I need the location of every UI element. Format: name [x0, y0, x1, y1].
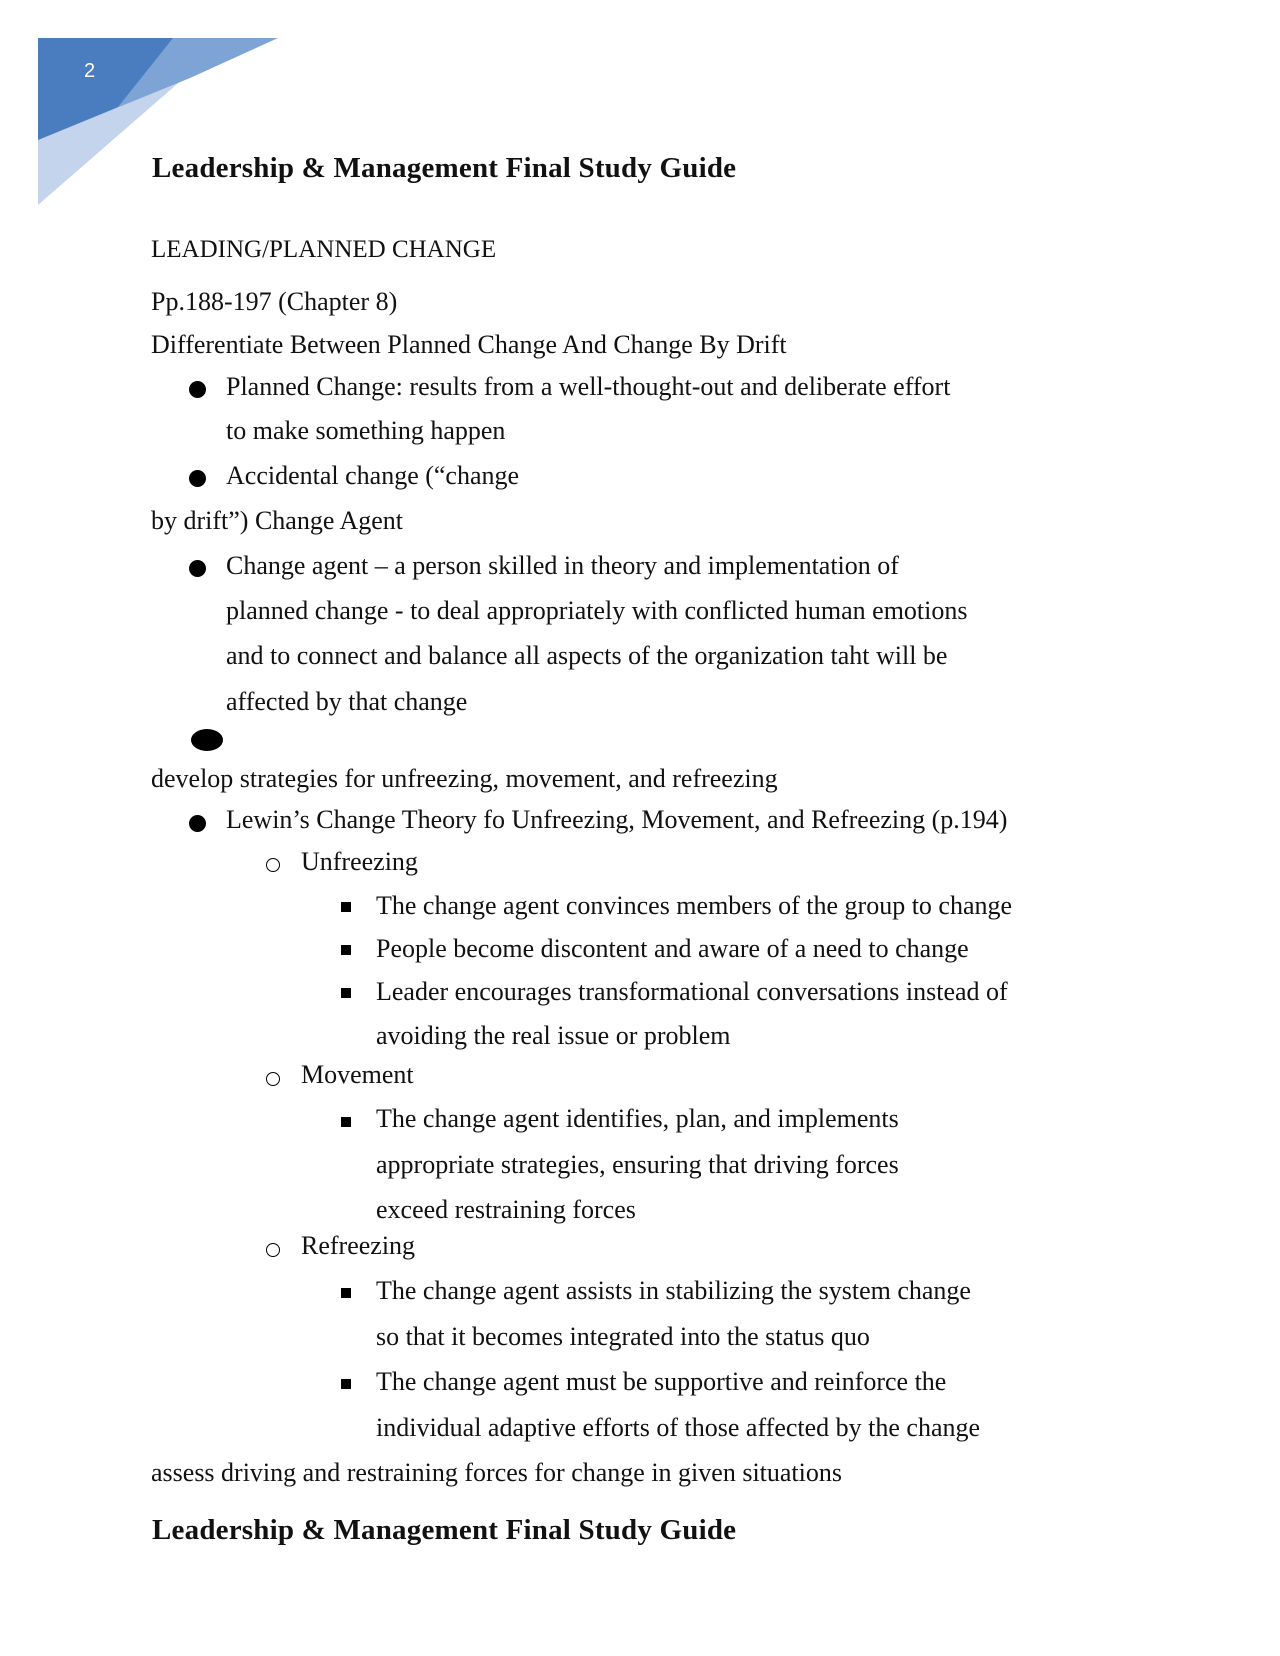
- change-agent-line-1: Change agent – a person skilled in theory and implementation of: [226, 551, 899, 580]
- strategies-line: develop strategies for unfreezing, movement, and refreezing: [151, 764, 778, 793]
- movement-item-1-line-1: The change agent identifies, plan, and implements: [376, 1104, 899, 1133]
- bullet-square: [341, 945, 351, 955]
- change-agent-line-3: and to connect and balance all aspects of the organization taht will be: [226, 641, 948, 670]
- unfreezing-item-2: People become discontent and aware of a need to change: [376, 934, 969, 963]
- bullet-disc: [189, 381, 206, 398]
- change-agent-line-4: affected by that change: [226, 687, 468, 716]
- lewin-theory-line: Lewin’s Change Theory fo Unfreezing, Movement, and Refreezing (p.194): [226, 805, 1008, 834]
- bullet-disc: [189, 470, 206, 487]
- planned-change-line-1: Planned Change: results from a well-thought-out and deliberate effort: [226, 372, 951, 401]
- bullet-circle: [266, 858, 280, 872]
- change-by-drift-line: by drift”) Change Agent: [151, 506, 403, 535]
- refreezing-item-2-line-1: The change agent must be supportive and reinforce the: [376, 1367, 947, 1396]
- bullet-disc: [189, 815, 206, 832]
- movement-item-1-line-3: exceed restraining forces: [376, 1195, 636, 1224]
- refreezing-label: Refreezing: [301, 1231, 416, 1260]
- bullet-square: [341, 1379, 351, 1389]
- page-number: 2: [84, 60, 96, 82]
- unfreezing-item-3-line-1: Leader encourages transformational conversations instead of: [376, 977, 1008, 1006]
- section-title: LEADING/PLANNED CHANGE: [151, 236, 497, 263]
- unfreezing-label: Unfreezing: [301, 847, 418, 876]
- bullet-circle: [266, 1243, 280, 1257]
- planned-change-line-2: to make something happen: [226, 416, 506, 445]
- refreezing-item-2-line-2: individual adaptive efforts of those affected by the change: [376, 1413, 981, 1442]
- movement-item-1-line-2: appropriate strategies, ensuring that driving forces: [376, 1150, 899, 1179]
- bullet-circle: [266, 1072, 280, 1086]
- pages-reference: Pp.188-197 (Chapter 8): [151, 287, 398, 316]
- refreezing-item-1-line-2: so that it becomes integrated into the status quo: [376, 1322, 870, 1351]
- bullet-square: [341, 988, 351, 998]
- accidental-change-line: Accidental change (“change: [226, 461, 520, 490]
- bullet-square: [341, 1288, 351, 1298]
- bullet-square: [341, 1117, 351, 1127]
- page-footer-title: Leadership & Management Final Study Guide: [152, 1514, 737, 1546]
- bullet-disc-large: [191, 729, 223, 751]
- change-agent-line-2: planned change - to deal appropriately with conflicted human emotions: [226, 596, 968, 625]
- assess-forces-line: assess driving and restraining forces for change in given situations: [151, 1458, 842, 1487]
- bullet-square: [341, 902, 351, 912]
- movement-label: Movement: [301, 1060, 414, 1089]
- unfreezing-item-1: The change agent convinces members of the group to change: [376, 891, 1013, 920]
- bullet-disc: [189, 560, 206, 577]
- unfreezing-item-3-line-2: avoiding the real issue or problem: [376, 1021, 731, 1050]
- refreezing-item-1-line-1: The change agent assists in stabilizing the system change: [376, 1276, 971, 1305]
- differentiate-heading: Differentiate Between Planned Change And Change By Drift: [151, 330, 787, 359]
- page-header-title: Leadership & Management Final Study Guide: [152, 152, 737, 184]
